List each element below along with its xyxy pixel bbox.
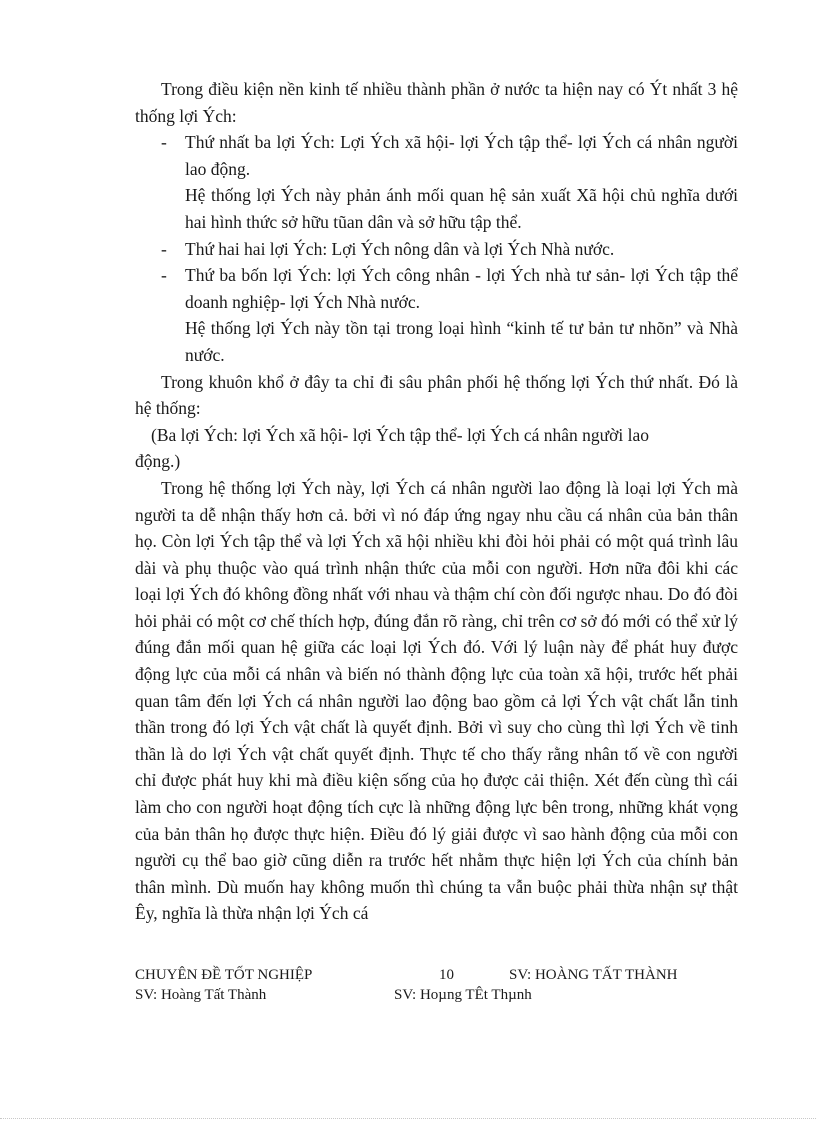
parenthetical-line-1: (Ba lợi Ých: lợi Ých xã hội- lợi Ých tập thể- lợi Ých cá nhân người lao (151, 424, 649, 445)
bullet-text-1: Thứ nhất ba lợi Ých: Lợi Ých xã hội- lợi Ých tập thể- lợi Ých cá nhân người lao động. (185, 132, 738, 179)
list-item (135, 236, 738, 263)
page-bottom-divider (0, 1118, 816, 1119)
footer-title: CHUYÊN ĐỀ TỐT NGHIỆP (135, 967, 313, 983)
parenthetical-note (135, 422, 738, 475)
scope-paragraph: Trong khuôn khổ ở đây ta chỉ đi sâu phân phối hệ thống lợi Ých thứ nhất. Đó là hệ thống: (135, 371, 738, 419)
footer-author: SV: Hoàng Tất Thành (135, 987, 267, 1003)
dash-bullet: - (161, 265, 167, 286)
footer-author-upper: SV: HOÀNG TẤT THÀNH (509, 967, 678, 983)
document-body (135, 76, 738, 927)
parenthetical-line-2: động.) (135, 451, 181, 472)
bullet-note-3: Hệ thống lợi Ých này tồn tại trong loại hình “kinh tế tư bản tư nhõn” và Nhà nước. (185, 318, 738, 365)
list-item (135, 262, 738, 315)
body-paragraph: Trong hệ thống lợi Ých này, lợi Ých cá nhân người lao động là loại lợi Ých mà người ta dễ nhận thấy hơn cả. bởi vì nó đáp ứng ngay nhu cầu cá nhân của bản thân họ. Còn lợi Ých tập thể và lợi Ých xã hội nhiều khi đòi hỏi phải có một quá trình lâu dài và phụ thuộc vào quá trình nhận thức của mỗi con người. Hơn nữa đôi khi các loại lợi Ých đó không đồng nhất với nhau và thậm chí còn đối ngược nhau. Do đó đòi hỏi phải có một cơ chế thích hợp, đúng đắn rõ ràng, chỉ trên cơ sở đó mới có thể xử lý đúng đắn mối quan hệ giữa các loại lợi Ých đó. Với lý luận này để phát huy được động lực của mỗi cá nhân và biến nó thành động lực của toàn xã hội, trước hết phải quan tâm đến lợi Ých cá nhân người lao động bao gồm cả lợi Ých vật chất lẫn tinh thần trong đó lợi Ých vật chất là quyết định. Bởi vì suy cho cùng thì lợi Ých về tinh thần là do lợi Ých vật chất quyết định. Thực tế cho thấy rằng nhân tố về con người chỉ được phát huy khi mà điều kiện sống của họ được cải thiện. Xét đến cùng thì cái làm cho con người hoạt động tích cực là những động lực bên trong, những khát vọng của bản thân họ được thực hiện. Điều đó lý giải được vì sao hành động của mỗi con người cụ thể bao giờ cũng diễn ra trước hết nhằm thực hiện lợi Ých của chính bản thân mình. Dù muốn hay không muốn thì chúng ta vẫn buộc phải thừa nhận sự thật Êy, nghĩa là thừa nhận lợi Ých cá (135, 477, 738, 924)
page-number: 10 (439, 967, 454, 983)
footer-author-garbled: SV: Hoµng TÊt Thµnh (394, 987, 532, 1003)
bullet-text-2: Thứ hai hai lợi Ých: Lợi Ých nông dân và lợi Ých Nhà nước. (185, 238, 615, 259)
dash-bullet: - (161, 132, 167, 153)
intro-paragraph: Trong điều kiện nền kinh tế nhiều thành phần ở nước ta hiện nay có Ýt nhất 3 hệ thống lợi Ých: (135, 79, 738, 126)
list-item (135, 129, 738, 182)
bullet-text-3: Thứ ba bốn lợi Ých: lợi Ých công nhân - lợi Ých nhà tư sản- lợi Ých tập thể doanh nghiệp- lợi Ých Nhà nước. (185, 265, 738, 312)
bullet-note-1: Hệ thống lợi Ých này phản ánh mối quan hệ sản xuất Xã hội chủ nghĩa dưới hai hình thức sở hữu tũan dân và sở hữu tập thể. (185, 185, 738, 232)
dash-bullet: - (161, 238, 167, 259)
